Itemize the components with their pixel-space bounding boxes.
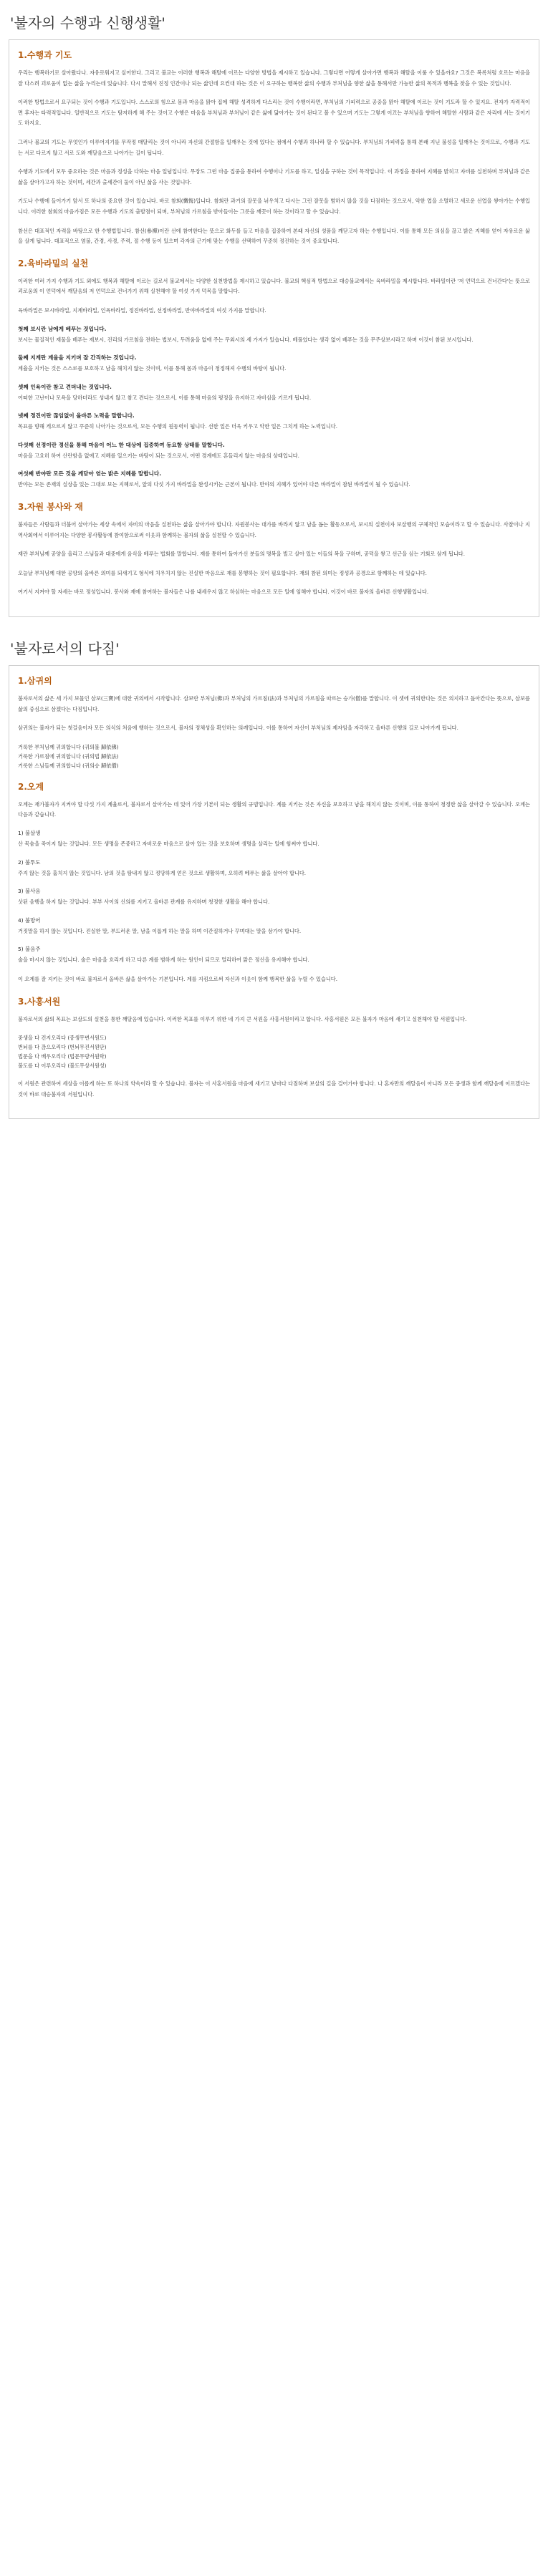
section-heading: 1.삼귀의 xyxy=(18,676,52,687)
paragraph: 불자로서의 삶은 세 가지 보물인 삼보(三寶)에 대한 귀의에서 시작합니다. 삼보란 부처님(佛)과 부처님의 가르침(法)과 부처님의 가르침을 따르는 승가(僧)를 말합니다. 이 셋에 귀의한다는 것은 의지하고 돌아간다는 뜻으로, 삼보를 삶의 중심으로 삼겠다는 다짐입니다. xyxy=(18,695,530,712)
item-text: 마음을 고요히 하여 산란함을 없애고 지혜를 일으키는 바탕이 되는 것으로서, 어떤 경계에도 흔들리지 않는 마음의 상태입니다. xyxy=(18,452,299,459)
item-heading: 첫째 보시란 남에게 베푸는 것입니다. xyxy=(18,325,107,332)
item-heading: 여섯째 반야란 모든 것을 깨닫아 얻는 밝은 지혜를 말합니다. xyxy=(18,470,162,478)
list-item: 번뇌를 다 끊으오리다 (번뇌무진서원단) xyxy=(18,1044,107,1051)
paragraph: 불자들은 사람들과 더불어 살아가는 세상 속에서 자비의 마음을 실천하는 삶을 살아가야 합니다. 자원봉사는 대가를 바라지 않고 남을 돕는 활동으로서, 보시의 실천이자 보살행의 구체적인 모습이라고 할 수 있습니다. 사찰이나 지역사회에서 이루어지는 다양한 봉사활동에 참여함으로써 이웃과 함께하는 불자의 삶을 실천할 수 있습니다. xyxy=(18,521,530,538)
paragraph: 수행과 기도에서 모두 중요하는 것은 마음과 정성을 다하는 마음 일념입니다. 무장도 그런 마음 집중을 통하여 수행이나 기도를 하고, 일심을 구하는 것이 목적입니다. 이 과정을 통하여 지혜를 밝히고 자비를 실천하며 부처님과 같은 삶을 살아가고자 하는 것이며, 세간과 출세간이 둘이 아닌 삶을 사는 것입니다. xyxy=(18,168,530,185)
item-text: 목표를 향해 게으르지 않고 꾸준히 나아가는 것으로서, 모든 수행의 원동력이 됩니다. 선한 일은 더욱 키우고 악한 일은 그치게 하는 노력입니다. xyxy=(18,423,338,430)
item-text: 계율을 지키는 것은 스스로를 보호하고 남을 해치지 않는 것이며, 이를 통해 몸과 마음이 청정해져 수행의 바탕이 됩니다. xyxy=(18,365,287,372)
item-heading: 넷째 정진이란 끊임없이 올바른 노력을 말합니다. xyxy=(18,412,135,420)
section-heading: 1.수행과 기도 xyxy=(18,50,72,60)
list-item: 중생을 다 건지오리다 (중생무변서원도) xyxy=(18,1035,107,1042)
list-item: 거룩한 스님들께 귀의합니다 (귀의승 歸依僧) xyxy=(18,762,119,769)
paragraph: 이 오계를 잘 지키는 것이 바로 불자로서 올바른 삶을 살아가는 기본입니다. 계를 지킴으로써 자신과 이웃이 함께 행복한 삶을 누릴 수 있습니다. xyxy=(18,975,338,982)
item-heading: 3) 불사음 xyxy=(18,888,41,895)
item-text: 보시는 물질적인 재물을 베푸는 재보시, 진리의 가르침을 전하는 법보시, 두려움을 없애 주는 무외시의 세 가지가 있습니다. 베풀었다는 생각 없이 베푸는 것을 무주상보시라고 하며 이것이 참된 보시입니다. xyxy=(18,336,474,343)
doc2-block xyxy=(9,665,539,1119)
item-heading: 둘째 지계란 계율을 지키며 잘 간직하는 것입니다. xyxy=(18,354,137,362)
paragraph: 이러한 여러 가지 수행과 기도 외에도 행복과 해탈에 이르는 길로서 불교에서는 다양한 실천방법을 제시하고 있습니다. 불교의 핵심적 방법으로 대승불교에서는 육바라밀을 제시합니다. 바라밀이란 '저 언덕으로 건너간다'는 뜻으로 괴로움의 이 언덕에서 깨달음의 저 언덕으로 건너가기 위해 실천해야 할 여섯 가지 덕목을 말합니다. xyxy=(18,277,530,295)
paragraph: 재란 부처님께 공양을 올리고 스님들과 대중에게 음식을 베푸는 법회를 말합니다. 재를 통하여 돌아가신 분들의 명복을 빌고 살아 있는 이들의 복을 구하며, 공덕을 쌓고 선근을 심는 기회로 삼게 됩니다. xyxy=(18,551,465,558)
item-text: 산 목숨을 죽이지 않는 것입니다. 모든 생명을 존중하고 자비로운 마음으로 살아 있는 것을 보호하며 생명을 살리는 일에 힘써야 합니다. xyxy=(18,841,319,847)
item-heading: 다섯째 선정이란 정신을 통해 마음이 어느 한 대상에 집중하여 동요함 상태를 말합니다. xyxy=(18,441,225,448)
paragraph: 오늘날 부처님께 대한 공양의 올바른 의미를 되새기고 형식에 치우치지 않는 진실한 마음으로 재를 봉행하는 것이 필요합니다. 재의 참된 의미는 정성과 공경으로 함께하는 데 있습니다. xyxy=(18,569,427,576)
list-item: 불도를 다 이루오리다 (불도무상서원성) xyxy=(18,1062,107,1070)
paragraph: 이러한 방법으로서 요구되는 것이 수행과 기도입니다. 스스로의 힘으로 몸과 마음을 맑아 집에 해탈 성격하게 다스리는 것이 수행이라면, 부처님의 가피력으로 공중을 맑아 해탈에 이르는 것이 기도라 할 수 있지요. 전자가 자력적이면 후자는 타력적입니다. 일반적으로 기도는 탐저하게 해 주는 것이고 수행은 마음을 부처님과 부처님이 같은 삶에 닮아가는 것이 된다고 볼 수 있으며 기도는 그렇게 이끄는 부처님을 향하여 해탈한 사람과 같은 자리에 서는 것이기도 하지요. xyxy=(18,99,530,127)
paragraph: 기도나 수행에 들어가기 앞서 또 하나의 중요한 것이 있습니다. 바로 참회(懺悔)입니다. 참회란 과거의 잘못을 뉘우치고 다시는 그런 잘못을 범하지 않을 것을 다짐하는 것으로서, 악한 업을 소멸하고 새로운 선업을 쌓아가는 수행입니다. 이러한 참회의 마음가짐은 모든 수행과 기도의 출발점이 되며, 부처님의 가르침을 받아들이는 그릇을 깨끗이 하는 것이라고 할 수 있습니다. xyxy=(18,198,530,215)
section-heading: 3.자원 봉사와 재 xyxy=(18,502,83,513)
item-heading: 4) 불망어 xyxy=(18,916,41,924)
item-heading: 5) 불음주 xyxy=(18,946,41,953)
doc2-title: '불자로서의 다짐' xyxy=(10,640,120,658)
paragraph: 이 서원은 관련하여 세상을 이롭게 하는 또 하나의 약속이라 할 수 있습니다. 불자는 이 사홍서원을 마음에 새기고 날마다 다짐하며 보살의 길을 걸어가야 합니다. 나 혼자만의 깨달음이 아니라 모든 중생과 함께 깨달음에 이르겠다는 것이 바로 대승불자의 서원입니다. xyxy=(18,1080,530,1098)
item-heading: 2) 불투도 xyxy=(18,858,41,866)
item-heading: 셋째 인욕이란 참고 견뎌내는 것입니다. xyxy=(18,383,112,390)
doc1-block xyxy=(9,39,539,617)
paragraph: 그러나 불교의 기도는 무엇인가 이루어지기를 무작정 매달리는 것이 아니라 자신의 간절함을 일깨우는 것에 있다는 점에서 수행과 하나라 할 수 있습니다. 부처님의 가피력을 통해 본래 지닌 불성을 일깨우는 것이므로, 수행과 기도는 서로 다르지 않고 서로 도와 깨달음으로 나아가는 길이 됩니다. xyxy=(18,138,530,156)
page xyxy=(0,0,548,1161)
item-text: 어떠한 고난이나 모욕을 당하더라도 성내지 않고 참고 견디는 것으로서, 이를 통해 마음의 평정을 유지하고 자비심을 기르게 됩니다. xyxy=(18,394,312,401)
list-item: 법문을 다 배우오리다 (법문무량서원학) xyxy=(18,1053,107,1060)
paragraph: 여기서 지켜야 할 자세는 바로 정성입니다. 봉사와 재에 참여하는 불자들은 나를 내세우지 않고 하심하는 마음으로 모든 일에 임해야 합니다. 이것이 바로 불자의 올바른 신행생활입니다. xyxy=(18,589,429,596)
section-heading: 2.육바라밀의 실천 xyxy=(18,258,89,268)
item-text: 주지 않는 것을 훔치지 않는 것입니다. 남의 것을 탐내지 않고 정당하게 얻은 것으로 생활하며, 오히려 베푸는 삶을 살아야 합니다. xyxy=(18,869,307,876)
paragraph: 삼귀의는 불자가 되는 첫걸음이자 모든 의식의 처음에 행하는 것으로서, 불자의 정체성을 확인하는 의례입니다. 이를 통하여 자신이 부처님의 제자임을 자각하고 올바른 신행의 길로 나아가게 됩니다. xyxy=(18,725,458,732)
paragraph: 오계는 재가불자가 지켜야 할 다섯 가지 계율로서, 불자로서 살아가는 데 있어 가장 기본이 되는 생활의 규범입니다. 계를 지키는 것은 자신을 보호하고 남을 해치지 않는 것이며, 이를 통하여 청정한 삶을 살아갈 수 있습니다. 오계는 다음과 같습니다. xyxy=(18,800,530,818)
list-item: 거룩한 가르침에 귀의합니다 (귀의법 歸依法) xyxy=(18,752,119,760)
item-text: 반야는 모든 존재의 실상을 있는 그대로 보는 지혜로서, 앞의 다섯 가지 바라밀을 완성시키는 근본이 됩니다. 반야의 지혜가 있어야 다른 바라밀이 참된 바라밀이 될 수 있습니다. xyxy=(18,481,410,488)
item-text: 거짓말을 하지 않는 것입니다. 진실한 말, 부드러운 말, 남을 이롭게 하는 말을 하며 이간질하거나 꾸며대는 말을 삼가야 합니다. xyxy=(18,927,302,934)
section-heading: 3.사홍서원 xyxy=(18,996,61,1007)
paragraph: 참선은 대표적인 자력을 바탕으로 한 수행법입니다. 참선(參禪)이란 선에 참여한다는 뜻으로 화두를 들고 마음을 집중하여 본래 자신의 성품을 깨닫고자 하는 수행입니다. 이를 통해 모든 의심을 끊고 밝은 지혜를 얻어 자유로운 삶을 살게 됩니다. 대표적으로 염불, 간경, 사경, 주력, 절 수행 등이 있으며 각자의 근기에 맞는 수행을 선택하여 꾸준히 정진하는 것이 중요합니다. xyxy=(18,227,530,245)
item-text: 술을 마시지 않는 것입니다. 술은 마음을 흐리게 하고 다른 계를 범하게 하는 원인이 되므로 멀리하여 맑은 정신을 유지해야 합니다. xyxy=(18,957,309,964)
item-heading: 1) 불살생 xyxy=(18,830,41,836)
paragraph: 우리는 행복하기로 살아왔다나. 자유로워지고 싶어한다. 그리고 불교는 이러한 행복과 해탈에 이르는 다양한 방법을 제시하고 있습니다. 그렇다면 어떻게 살아가면 행복과 해탈을 이룰 수 있을까요? 그것은 복록처럼 흐르는 마음을 잘 다스려 괴로움이 없는 삶을 누리는데 있습니다. 다시 말해서 진정 인간이나 되는 삶인데 요컨대 하는 것은 이 요구하는 행복한 삶의 수행과 부처님을 향한 삶을 통해서만 가능한 삶의 목적과 행복을 찾을 수 있는 것입니다. xyxy=(18,69,530,87)
doc1-title: '불자의 수행과 신행생활' xyxy=(10,14,165,32)
item-text: 삿된 음행을 하지 않는 것입니다. 부부 사이의 신의를 지키고 올바른 관계를 유지하며 청정한 생활을 해야 합니다. xyxy=(18,899,270,906)
list-item: 거룩한 부처님께 귀의합니다 (귀의불 歸依佛) xyxy=(18,743,119,750)
paragraph: 육바라밀은 보시바라밀, 지계바라밀, 인욕바라밀, 정진바라밀, 선정바라밀, 반야바라밀의 여섯 가지를 말합니다. xyxy=(18,306,266,314)
section-heading: 2.오계 xyxy=(18,781,44,792)
paragraph: 불자로서의 삶의 목표는 보살도의 실천을 통한 깨달음에 있습니다. 이러한 목표를 이루기 위한 네 가지 큰 서원을 사홍서원이라고 합니다. 사홍서원은 모든 불자가 마음에 새기고 실천해야 할 서원입니다. xyxy=(18,1015,467,1022)
